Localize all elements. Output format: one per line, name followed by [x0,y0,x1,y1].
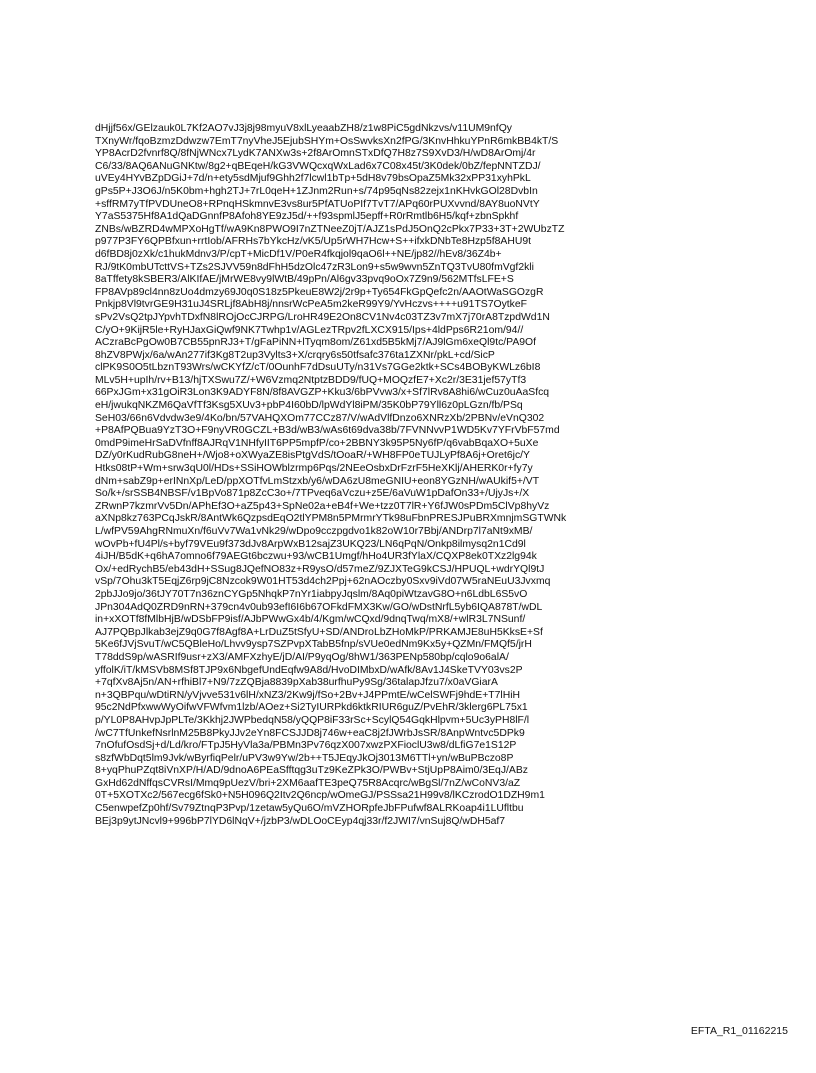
text-line: sPv2VsQ2tpJYpvhTDxfN8lROjOcCJRPG/LroHR49E2On8CV1Nv4c03TZ3v7mX7j70rA8TzpdWd1N [95,311,550,323]
text-line: p/YL0P8AHvpJpPLTe/3Kkhj2JWPbedqN58/yQQP8iF33rSc+ScylQ54GqkHlpvm+5Uc3yPH8lF/l [95,714,530,726]
text-line: Htks08tP+Wm+srw3qU0l/HDs+SSiHOWblzrmp6Pqs/2NEeOsbxDrFzrF5HeXKlj/AHERK0r+fy7y [95,463,533,475]
text-line: +7qfXv8Aj5n/AN+rfhiBl7+N9/7zZQBja8839pXab38urfhuPy9Sg/36talapJfzu7/x0aVGiarA [95,677,498,689]
encoded-text-block [95,123,795,828]
text-line: L/wfPV59AhgRNmuXn/f6uVv7Wa1vNk29/wDpo9cczpgdvo1k82oW10r7Bbj/ANDrp7l7aNt9xMB/ [95,526,533,537]
text-line: 8aTffety8kSBER3/AlKIfAE/jMrWE8vy9lWtB/49pPn/Al6gv33pvq9oOx7Z9n9/562MTfsLFE+S [95,274,514,286]
text-line: eH/jwukqNKZM6QaVfTf3Ksg5XUv3+pbP4I60bD/lpWdYl8iPM/35K0bP79Yll6z0pLGzn/fb/PSq [95,400,523,412]
text-line: ZNBs/wBZRD4wMPXoHgTf/wA9Kn8PWO9I7nZTNeeZ0jT/AJZ1sPdJ5OnQ2cPkx7P33+3T+2WUbzTZ [95,223,565,235]
text-line: 4iJH/B5dK+q6hA7omno6f79AEGt6bczwu+93/wCB1Umgf/hHo4UR3fYlaX/CQXP8ek0TXz2lg94k [95,551,537,563]
document-id-footer: EFTA_R1_01162215 [690,1025,788,1037]
text-line: Pnkjp8Vl9tvrGE9H31uJ4SRLjf8AbH8j/nnsrWcPeA5m2keR99Y9/YvHczvs++++u91TS7OytkeF [95,299,527,311]
text-line: MLv5H+upIh/rv+B13/hjTXSwu7Z/+W6Vzmq2NtptzBDD9/fUQ+MOQzfE7+Xc2r/3E31jef57yTf3 [95,374,527,386]
text-line: 7nOfufOsdSj+d/Ld/kro/FTpJ5HyVla3a/PBMn3Pv76qzX007xwzPXFioclU3w8/dLfiG7e1S12P [95,740,517,752]
text-line: SeH03/66n6Vdvdw3e9/4Ko/bn/57VAHQXOm77CCz87/V/wAdVlfDnzo6XNRzXb/2PBNv/eVnQ302 [95,412,545,424]
text-line: n+3QBPqu/wDtiRN/yVjvve531v6lH/xNZ3/2Kw9j/fSo+2Bv+J4PPmtE/wCelSWFj9hdE+T7lHiH [95,689,521,701]
text-line: 0mdP9imeHrSaDVfnff8AJRqV1NHfyIIT6PP5mpfP/co+2BBNY3k95P5Ny6fP/q6vabBqaXO+5uXe [95,437,539,449]
text-line: 2pbJJo9jo/36tJY70T7n36znCYGp5NhqkP7nYr1iabpyJqslm/8Aq0piWtzavG8O+n6LdbL6S5vO [95,588,528,600]
text-line: +sffRM7yTfPVDUneO8+RPnqHSkmnvE3vs8ur5PfATUoPIf7TvT7/APq60rPUXvvnd/8AY8uoNVtY [95,198,540,210]
text-line: wOvPb+fU4Pl/s+byf79VEu9f373dJv8ArpWxB12sajZ3UKQ23/LN6qPqN/Onkp8ilmysq2n1Cd9l [95,538,526,550]
text-line: gPs5P+J3O6J/n5K0bm+hgh2TJ+7rL0qeH+1ZJnm2Run+s/74p95qNs82zejx1nKHvkGOl28DvbIn [95,185,538,197]
text-line: in+xXOTf8fMlbHjB/wDSbFP9isf/AJbPWwGx4b/4/Kgm/wCQxd/9dnqTwq/mX8/+wlR3L7NSunf/ [95,614,526,626]
text-line: Ox/+edRychB5/eb43dH+SSug8JQefNO83z+R9ysO/d57meZ/9ZJXTeG9kCSJ/HPUQL+wdrYQl9tJ [95,563,545,575]
text-line: 66PxJGm+x31gOiR3Lon3K9ADYF8N/8f8AVGZP+Kku3/6bPVvw3/x+Sf7lRv8A8hi6/wCuz0uAaSfcq [95,387,550,399]
text-line: 8hZV8PWjx/6a/wAn277if3Kg8T2up3Vylts3+X/crqry6s50tfsafc376ta1ZXNr/pkL+cd/SicP [95,349,495,361]
text-line: uVEy4HYvBZpDGiJ+7d/n+ety5sdMjuf9Ghh2f7lcwl1bTp+5dH8v79bsOpaZ5Mk32xPP31xyhPkL [95,173,531,185]
text-line: vSp/7Ohu3kT5EqjZ6rp9jC8Nzcok9W01HT53d4ch2Ppj+62nAOczby0Sxv9iVd07W5raNEuU3Jvxmq [95,576,551,588]
text-line: C6/33/8AQ6ANuGNKtw/8g2+qBEqeH/kG3VWQcxqWxLad6x7C08x45t/3K0dek/0bZ/fepNNTZDJ/ [95,160,541,172]
text-line: dNm+sabZ9p+erINnXp/LeD/ppXOTfvLmStzxb/y6/wDA6zU8meGNIU+eon8YGzNH/wAUkif5+/VT [95,475,540,487]
text-line: dHjjf56x/GElzauk0L7Kf2AO7vJ3j8j98myuV8xlLyeaabZH8/z1w8PiC5gdNkzvs/v11UM9nfQy [95,123,512,134]
text-line: 0T+5XOTXc2/567ecg6fSk0+N5H096Q2Itv2Q6ncp/wOmeGJ/PSSsa21H99v8/lKCzrodO1DZH9m1 [95,790,545,802]
text-line: BEj3p9ytJNcvl9+996bP7lYD6lNqV+/jzbP3/wDLOoCEyp4qj33r/f2JWI7/vnSuj8Q/wDH5af7 [95,815,506,827]
text-line: T78ddS9p/wASRIf9usr+zX3/AMFXzhyE/jD/AI/P9yqOg/8hW1/363PENp580bp/cqlo9o6alA/ [95,651,509,663]
text-line: 95c2NdPfxwwWyOifwVFWfvm1lzb/AOez+Si2TyIURPkd6ktkRIUR6guZ/PvEhR/3klerg6PL75x1 [95,702,528,714]
text-line: C/yO+9KijR5le+RyHJaxGiQwf9NK7Twhp1v/AGLezTRpv2fLXCX915/Ips+4ldPps6R21om/94// [95,324,524,336]
text-line: /wC7TfUnkefNsrlnM25B8PkyJJv2eYn8FCSJJD8j746w+eaC8j2fJWrbJsSR/8AnpWntvc5DPk9 [95,727,525,739]
text-line: JPn304AdQ0ZRD9nRN+379cn4v0ub93efI6I6b67OFkdFMX3Kw/GO/wDstNrfL5yb6IQA878T/wDL [95,601,543,613]
text-line: TXnyWr/fqoBzmzDdwzw7EmT7nyVheJ5EjubSHYm+OsSwvksXn2fPG/3KnvHhkuYPnR6mkBB4kT/S [95,135,559,147]
text-line: 5Ke6fJVjSvuT/wC5QBleHo/Lhvv9ysp7SZPvpXTabB5fnp/sVUe0edNm9Kx5y+QZMn/FMQf5/jrH [95,639,532,651]
text-line: yffolK/iT/kMSVb8MSf8TJP9x6NbgefUndEqfw9A8d/HvoDIMbxD/wAfk/8Av1J4SkeTVY03vs2P [95,664,523,676]
text-line: p977P3FY6QPBfxun+rrtIob/AFRHs7bYkcHz/vK5/Up5rWH7Hcw+S++ifxkDNbTe8Hzp5f8AHU9t [95,236,532,248]
text-line: aXNp8kz763PCqJskR/8AntWk6QzpsdEqO2tlYPM8n5PMrmrYTk98uFbnPRESJPuBRXmnjmSGTWNk [95,513,567,525]
text-line: Y7aS5375Hf8A1dQaDGnnfP8Afoh8YE9zJ5d/++f93spmlJ5epff+R0rRmtlb6H5/kqf+zbnSpkhf [95,211,519,223]
text-line: ACzraBcPgOw0B7CB55pnRJ3+T/gFaPiNN+lTyqm8om/Z61xd5B5kMj7/AJ9lGm6xeQl9tc/PA9Of [95,337,537,349]
text-line: s8zfWbDqt5lm9Jvk/wByrfiqPelr/uPV3w9Yw/2b++T5JEqyJkOj3013M6TTl+yn/wBuPBczo8P [95,752,514,764]
text-line: So/k+/srSSB4NBSF/v1BpVo871p8ZcC3o+/7TPveq6aVczu+z5E/6aVuW1pDafOn33+/UjyJs+/X [95,488,530,500]
text-line: GxHd62dNffqsCVRsI/Mmq9pUezV/bri+2XM6aafTE3peQ75R8Acqrc/wBgSl/7nZ/wCoNV3/aZ [95,777,521,789]
text-line: FP8AVp89cl4nn8zUo4dmzy69J0q0S18z5PkeuE8W2j/2r9p+Ty654FkGpQefc2n/AAOtWaSGOzgR [95,286,544,298]
text-line: DZ/y0rKudRubG8neH+/Wjo8+oXWyaZE8isPtgVdS/tOoaR/+WH8FP0eTUJLyPf8A6j+Oret6jc/Y [95,450,530,462]
text-line: clPK9S0O5tLbznT93Wrs/wCKYfZ/cT/0OunhF7dDsuUTy/n31Vs7GGe2ktk+SCs4BOByKWLz6bI8 [95,362,541,374]
text-line: YP8AcrD2fvnrf8Q/8fNjWNcx7LydK7ANXw3s+2f8ArOmnSTxDfQ7H8z7S9XvD3/H/wD8ArOmj/4r [95,148,536,160]
text-line: d6fBD8j0zXk/c1hukMdnv3/P/cpT+MicDf1V/P0eR4fkqjol9qaO6l++NE/jp82//hEv8/36Z4b+ [95,248,502,260]
text-line: C5enwpefZp0hf/Sv79ZtnqP3Pvp/1zetaw5yQu6O/mVZHORpfeJbFPufwf8ALRKoap4i1LUfltbu [95,803,524,815]
text-line: ZRwnP7kzmrVv5Dn/APhEf3O+aZ5p43+SpNe02a+eB4f+We+tzz0T7lR+Y6fJW0sPDm5ClVp8hyVz [95,500,550,512]
text-line: 8+yqPhuPZqt8iVnXP/H/AD/9dnoA6PEaSfftqg3uTz9KeZPk3O/PWBv+StjUpP8Aim0/3EqJ/ABz [95,765,528,777]
text-line: RJ/9tK0mbUTcttVS+TZs2SJVV59n8dFhH5dzOlc47zR3Lon9+s5w9wvn5ZnTQ3TvU80fmVgf2kli [95,261,534,273]
text-line: AJ7PQBpJlkab3ejZ9q0G7f8Agf8A+LrDuZ5tSfyU+SD/ANDroLbZHoMkP/PRKAMJE8uH5KksE+Sf [95,626,543,638]
text-line: +P8AfPQBua9YzT3O+F9nyVR0GCZL+B3d/wB3/wAs6t69dva38b/7FVNNvvP1WD5Kv7YFrVbF57md [95,425,560,437]
